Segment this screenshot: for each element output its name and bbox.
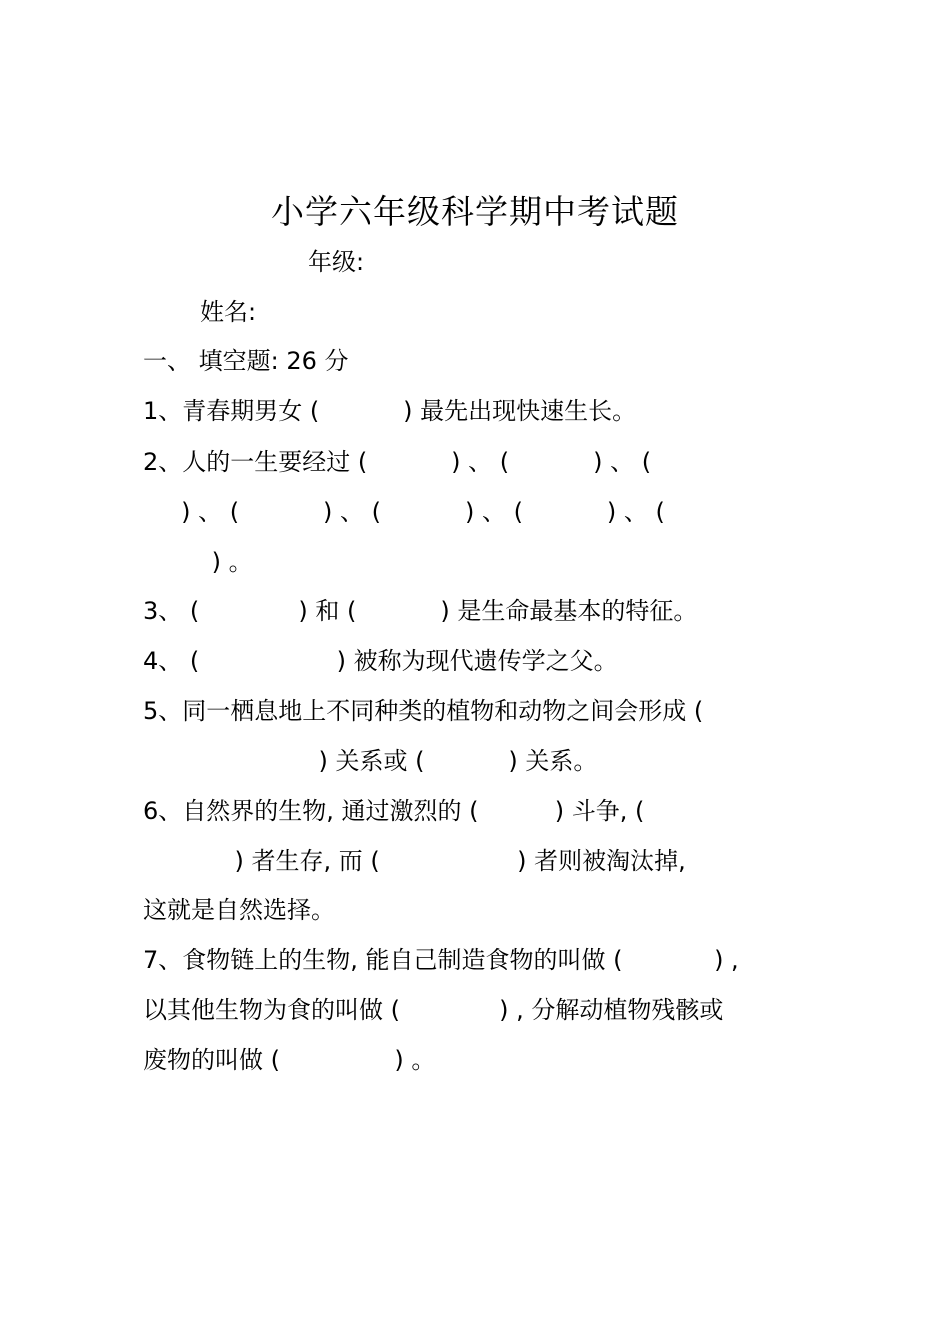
question-line-10: ) 者生存, 而 ( ) 者则被淘汰掉, [143,847,686,875]
question-line-3: ) 、 ( ) 、 ( ) 、 ( ) 、 ( [143,498,665,526]
question-line-1: 1、青春期男女 ( ) 最先出现快速生长。 [143,397,637,425]
question-line-9: 6、自然界的生物, 通过激烈的 ( ) 斗争, ( [143,797,645,825]
question-line-5: 3、 ( ) 和 ( ) 是生命最基本的特征。 [143,597,698,625]
name-label: 姓名: [200,298,257,326]
question-line-14: 废物的叫做 ( ) 。 [143,1046,436,1074]
question-line-8: ) 关系或 ( ) 关系。 [143,747,598,775]
question-line-12: 7、食物链上的生物, 能自己制造食物的叫做 ( ) , [143,946,739,974]
question-line-7: 5、同一栖息地上不同种类的植物和动物之间会形成 ( [143,697,704,725]
question-line-4: ) 。 [143,548,253,576]
page-title: 小学六年级科学期中考试题 [271,192,679,231]
section-heading: 一、 填空题: 26 分 [143,347,349,375]
question-line-13: 以其他生物为食的叫做 ( ) , 分解动植物残骸或 [143,996,724,1024]
question-line-2: 2、人的一生要经过 ( ) 、 ( ) 、 ( [143,448,652,476]
question-line-11: 这就是自然选择。 [143,896,335,924]
question-line-6: 4、 ( ) 被称为现代遗传学之父。 [143,647,618,675]
grade-label: 年级: [308,248,365,276]
